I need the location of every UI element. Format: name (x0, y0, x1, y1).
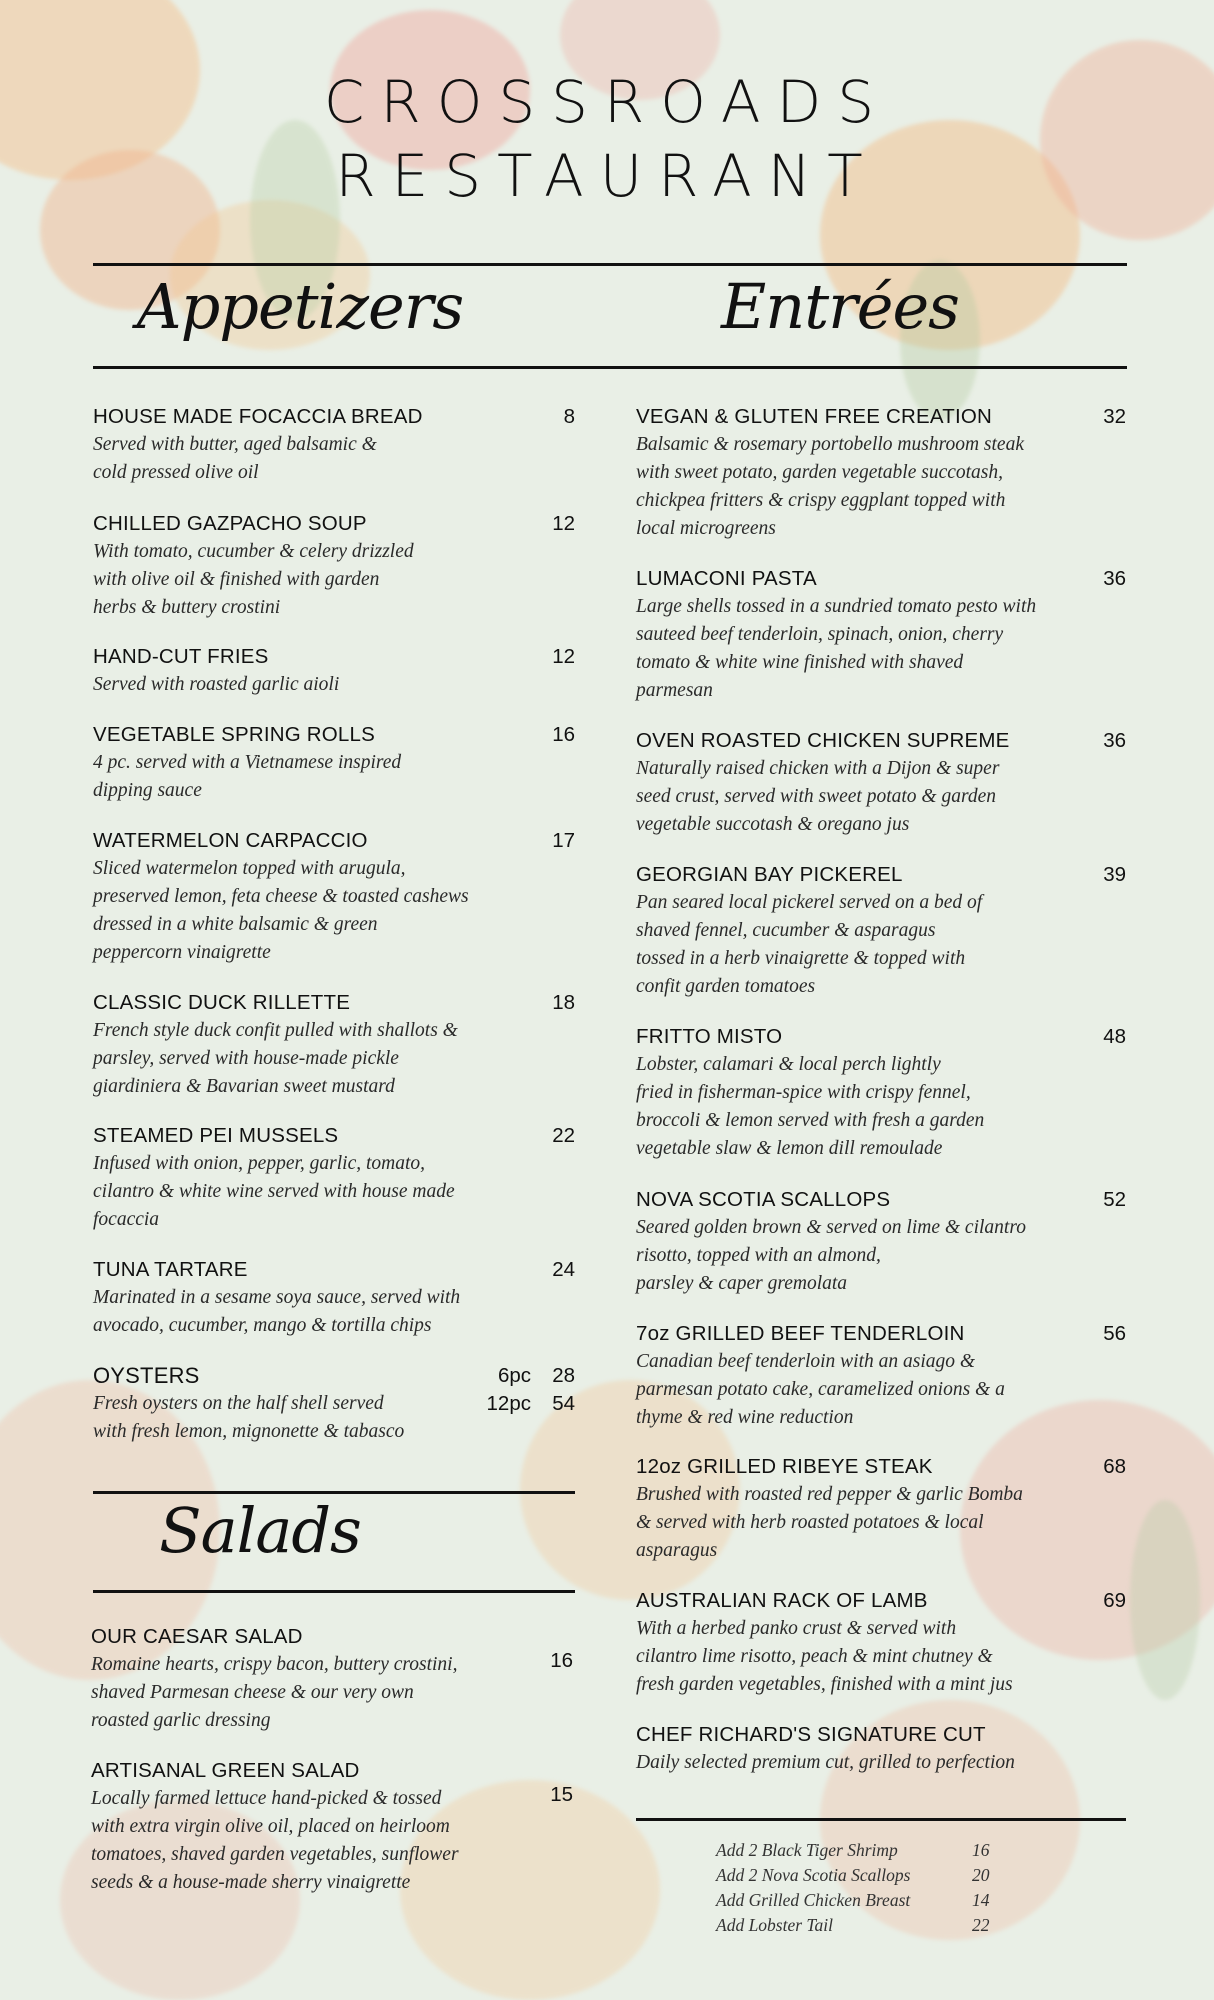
menu-item (636, 727, 1126, 839)
item-name: LUMACONI PASTA (636, 567, 817, 590)
add-on-label: Add 2 Black Tiger Shrimp (716, 1840, 898, 1860)
item-price: 16 (550, 1649, 573, 1672)
restaurant-name-line1: CROSSROADS (323, 68, 891, 136)
item-name: CHILLED GAZPACHO SOUP (93, 512, 367, 535)
item-description: With a herbed panko crust & served with cilantro lime risotto, peach & mint chutney & fresh garden vegetables, finished with a mint jus (636, 1618, 1013, 1695)
item-description: Pan seared local pickerel served on a bed of shaved fennel, cucumber & asparagus tossed in a herb vinaigrette & topped with confit garden tomatoes (636, 892, 983, 997)
add-on-price: 14 (972, 1890, 990, 1910)
menu-item (636, 1453, 1126, 1565)
menu-item (636, 565, 1126, 705)
item-price: 24 (552, 1258, 575, 1281)
divider (93, 366, 1127, 369)
add-on-label: Add Grilled Chicken Breast (716, 1890, 911, 1910)
item-price: 54 (552, 1392, 575, 1415)
add-on-label: Add Lobster Tail (716, 1915, 834, 1935)
menu-item (636, 403, 1126, 543)
item-description: Locally farmed lettuce hand-picked & tossed with extra virgin olive oil, placed on heirloom tomatoes, shaved garden vegetables, sunflower seeds & a house-made sherry vinaigrette (91, 1788, 459, 1893)
item-price: 36 (1103, 567, 1126, 590)
add-on-price: 16 (972, 1840, 990, 1860)
item-price: 12 (552, 512, 575, 535)
item-price: 69 (1103, 1589, 1126, 1612)
item-name: HOUSE MADE FOCACCIA BREAD (93, 405, 423, 428)
divider (93, 1590, 575, 1593)
item-name: FRITTO MISTO (636, 1025, 783, 1048)
menu-item (636, 1721, 1126, 1777)
add-ons-list (716, 1838, 1016, 1938)
item-price: 48 (1103, 1025, 1126, 1048)
item-description: Canadian beef tenderloin with an asiago & parmesan potato cake, caramelized onions & a thyme & red wine reduction (636, 1351, 1005, 1428)
item-description: Served with butter, aged balsamic & cold pressed olive oil (93, 434, 377, 483)
item-description: Fresh oysters on the half shell served with fresh lemon, mignonette & tabasco (93, 1393, 405, 1442)
item-price: 8 (563, 405, 575, 428)
menu-item (636, 1320, 1126, 1432)
add-on-item (716, 1863, 1016, 1888)
menu-item (93, 403, 575, 487)
item-name: AUSTRALIAN RACK OF LAMB (636, 1589, 928, 1612)
item-price: 15 (550, 1783, 573, 1806)
item-description: Lobster, calamari & local perch lightly fried in fisherman-spice with crispy fennel, broccoli & lemon served with fresh a garden vegetable slaw & lemon dill remoulade (636, 1054, 985, 1159)
item-description: Infused with onion, pepper, garlic, tomato, cilantro & white wine served with house made focaccia (93, 1153, 455, 1230)
item-price: 32 (1103, 405, 1126, 428)
item-description: Marinated in a sesame soya sauce, served with avocado, cucumber, mango & tortilla chips (93, 1287, 461, 1336)
item-price: 52 (1103, 1188, 1126, 1211)
item-description: Romaine hearts, crispy bacon, buttery crostini, shaved Parmesan cheese & our very own roasted garlic dressing (91, 1654, 458, 1731)
menu-item (91, 1757, 573, 1897)
add-on-label: Add 2 Nova Scotia Scallops (716, 1865, 911, 1885)
add-on-price: 20 (972, 1865, 990, 1885)
item-name: TUNA TARTARE (93, 1258, 248, 1281)
item-price: 16 (552, 723, 575, 746)
menu-item-oysters (93, 1362, 575, 1446)
item-price: 68 (1103, 1455, 1126, 1478)
add-on-item (716, 1888, 1016, 1913)
item-description: Naturally raised chicken with a Dijon & super seed crust, served with sweet potato & garden vegetable succotash & oregano jus (636, 758, 1000, 835)
item-name: CHEF RICHARD'S SIGNATURE CUT (636, 1723, 986, 1746)
item-name: NOVA SCOTIA SCALLOPS (636, 1188, 891, 1211)
item-name: OYSTERS (93, 1363, 200, 1388)
item-name: OVEN ROASTED CHICKEN SUPREME (636, 729, 1010, 752)
item-price: 36 (1103, 729, 1126, 752)
divider (636, 1818, 1126, 1821)
add-on-item (716, 1913, 1016, 1938)
item-description: Brushed with roasted red pepper & garlic Bomba & served with herb roasted potatoes & local asparagus (636, 1484, 1023, 1561)
section-heading-entrees: Entrées (721, 270, 959, 343)
item-price: 17 (552, 829, 575, 852)
item-name: VEGETABLE SPRING ROLLS (93, 723, 376, 746)
menu-item (93, 1256, 575, 1340)
section-heading-salads: Salads (159, 1494, 361, 1567)
item-name: CLASSIC DUCK RILLETTE (93, 991, 351, 1014)
item-description: Seared golden brown & served on lime & cilantro risotto, topped with an almond, parsley & caper gremolata (636, 1217, 1026, 1294)
item-description: French style duck confit pulled with shallots & parsley, served with house-made pickle giardiniera & Bavarian sweet mustard (93, 1020, 458, 1097)
menu-item (91, 1623, 573, 1735)
item-description: Balsamic & rosemary portobello mushroom steak with sweet potato, garden vegetable succotash, chickpea fritters & crispy eggplant topped with local microgreens (636, 434, 1024, 539)
item-price: 18 (552, 991, 575, 1014)
menu-item (636, 861, 1126, 1001)
menu-item (93, 643, 575, 699)
menu-item (636, 1587, 1126, 1699)
item-name: HAND-CUT FRIES (93, 645, 269, 668)
item-price: 22 (552, 1124, 575, 1147)
item-name: WATERMELON CARPACCIO (93, 829, 368, 852)
item-name: STEAMED PEI MUSSELS (93, 1124, 339, 1147)
item-description: Sliced watermelon topped with arugula, preserved lemon, feta cheese & toasted cashews dressed in a white balsamic & green peppercorn vinaigrette (93, 858, 469, 963)
item-name: 12oz GRILLED RIBEYE STEAK (636, 1455, 933, 1478)
menu-item (636, 1023, 1126, 1163)
menu-item (93, 510, 575, 622)
item-size: 6pc (497, 1364, 531, 1387)
menu-item (93, 1122, 575, 1234)
item-name: VEGAN & GLUTEN FREE CREATION (636, 405, 993, 428)
menu-item (636, 1186, 1126, 1298)
item-name: ARTISANAL GREEN SALAD (91, 1759, 360, 1782)
item-name: OUR CAESAR SALAD (91, 1625, 303, 1648)
item-size: 12pc (486, 1392, 531, 1415)
item-price: 12 (552, 645, 575, 668)
item-description: Large shells tossed in a sundried tomato pesto with sauteed beef tenderloin, spinach, onion, cherry tomato & white wine finished with shaved parmesan (636, 596, 1037, 701)
menu-item (93, 989, 575, 1101)
item-name: 7oz GRILLED BEEF TENDERLOIN (636, 1322, 965, 1345)
item-description: Served with roasted garlic aioli (93, 674, 340, 695)
add-on-price: 22 (972, 1915, 990, 1935)
item-description: Daily selected premium cut, grilled to perfection (636, 1752, 1015, 1773)
item-price: 28 (552, 1364, 575, 1387)
item-name: GEORGIAN BAY PICKEREL (636, 863, 903, 886)
restaurant-name-line2: RESTAURANT (335, 142, 879, 210)
section-heading-appetizers: Appetizers (136, 270, 464, 343)
item-price: 56 (1103, 1322, 1126, 1345)
item-description: With tomato, cucumber & celery drizzled with olive oil & finished with garden herbs & buttery crostini (93, 541, 414, 618)
add-on-item (716, 1838, 1016, 1863)
divider (93, 263, 1127, 266)
menu-item (93, 721, 575, 805)
item-description: 4 pc. served with a Vietnamese inspired dipping sauce (93, 752, 402, 801)
item-price: 39 (1103, 863, 1126, 886)
menu-item (93, 827, 575, 967)
